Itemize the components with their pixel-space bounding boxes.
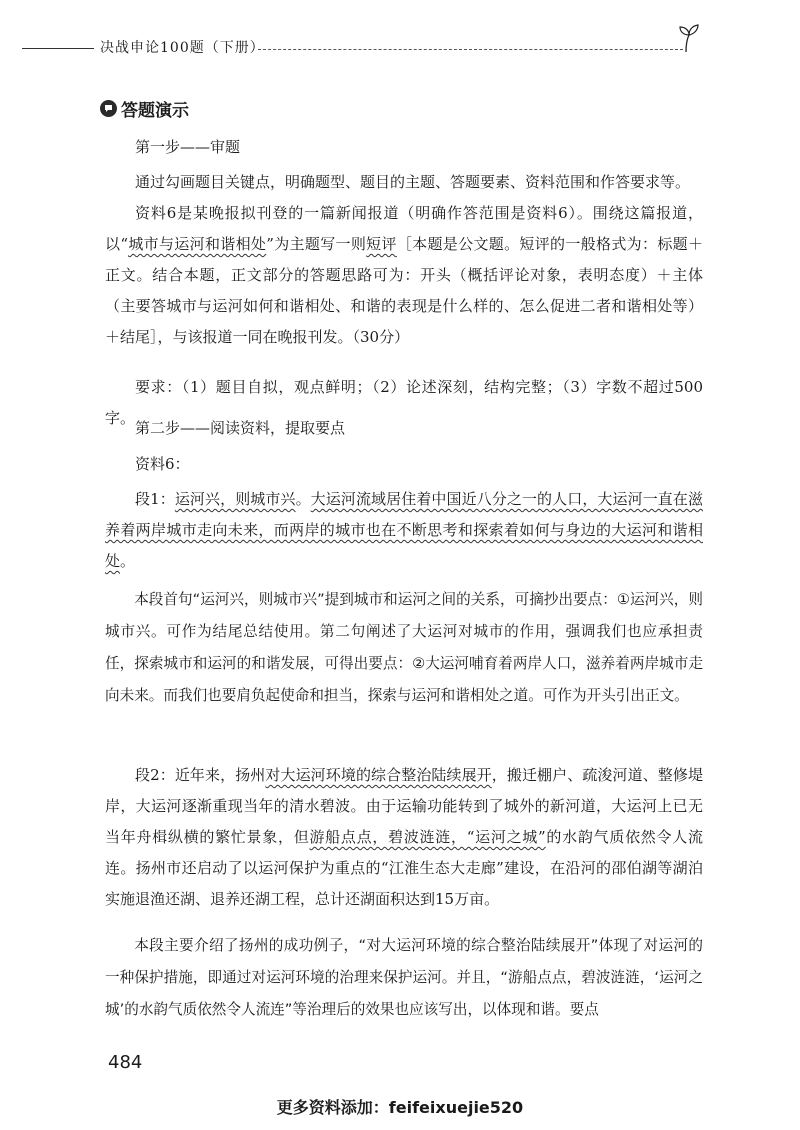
page-number: 484 bbox=[108, 1052, 143, 1073]
para2-text-2: ，搬迁棚户、疏浚河道、整修堤岸，大运河逐渐重现当年的清水碧波。由于运输功能转到了城外的新河道，大运河上已无当年舟楫纵横的繁忙景象，但 bbox=[105, 766, 703, 846]
footer-note: 更多资料添加：feifeixuejie520 bbox=[276, 1098, 524, 1117]
para1-text-1: 。 bbox=[295, 490, 311, 508]
question-genre-highlight: 短评 bbox=[366, 235, 397, 253]
material-paragraph-2 bbox=[105, 760, 703, 915]
section-title bbox=[100, 96, 189, 121]
para2-highlight-2: 游船点点，碧波涟涟，“运河之城” bbox=[309, 828, 546, 846]
material-label: 资料6： bbox=[135, 455, 190, 473]
question-text-3: ［本题是公文题。短评的一般格式为：标题＋正文。结合本题，正文部分的答题思路可为：开头（概括评论对象，表明态度）＋主体（主要答城市与运河如何和谐相处、和谐的表现是什么样的、怎么促进二者和谐相处等）＋结尾］，与该报道一同在晚报刊发。（30分） bbox=[105, 235, 703, 346]
step1-intro: 通过勾画题目关键点，明确题型、题目的主题、答题要素、资料范围和作答要求等。 bbox=[135, 173, 691, 191]
section-title-text: 答题演示 bbox=[121, 101, 189, 121]
answer-demo-icon bbox=[100, 100, 117, 117]
book-title: 决战申论100题（下册） bbox=[100, 40, 265, 56]
step1-question bbox=[105, 198, 703, 353]
analysis-paragraph-1: 本段首句“运河兴，则城市兴”提到城市和运河之间的关系，可摘抄出要点：①运河兴，则城市兴。可作为结尾总结使用。第二句阐述了大运河对城市的作用，强调我们也应承担责任，探索城市和运河的和谐发展，可得出要点：②大运河哺育着两岸人口，滋养着两岸城市走向未来。而我们也要肩负起使命和担当，探索与运河和谐相处之道。可作为开头引出正文。 bbox=[105, 591, 703, 704]
para1-label: 段1： bbox=[135, 490, 175, 508]
para1-text-2: 。 bbox=[120, 552, 136, 570]
step1-heading: 第一步——审题 bbox=[135, 138, 241, 156]
question-text-1: 资料6是某晚报拟刊登的一篇新闻报道（明确作答范围是资料6）。围绕这篇报道，以“ bbox=[105, 204, 703, 253]
header-rule-left bbox=[22, 48, 94, 49]
para1-highlight-1: 运河兴，则城市兴 bbox=[174, 490, 296, 508]
analysis-paragraph-2: 本段主要介绍了扬州的成功例子，“对大运河环境的综合整治陆续展开”体现了对运河的一种保护措施，即通过对运河环境的治理来保护运河。并且，“游船点点，碧波涟涟，‘运河之城’的水韵气质依然令人流连”等治理后的效果也应该写出，以体现和谐。要点 bbox=[105, 937, 703, 1018]
para2-highlight-1: 对大运河环境的综合整治陆续展开 bbox=[265, 766, 492, 784]
material-paragraph-1 bbox=[105, 484, 703, 577]
para1-highlight-2: 大运河流域居住着中国近八分之一的人口，大运河一直在滋养着两岸城市走向未来，而两岸的城市也在不断思考和探索着如何与身边的大运河和谐相处 bbox=[105, 490, 703, 570]
question-theme-highlight: 城市与运河和谐相处 bbox=[128, 235, 267, 253]
question-text-2: ”为主题写一则 bbox=[266, 235, 367, 253]
step2-heading: 第二步——阅读资料，提取要点 bbox=[135, 419, 346, 437]
header-rule-right bbox=[258, 49, 683, 50]
para2-text-3: 的水韵气质依然令人流连。扬州市还启动了以运河保护为重点的“江淮生态大走廊”建设，在沿河的邵伯湖等湖泊实施退渔还湖、退养还湖工程，总计还湖面积达到15万亩。 bbox=[105, 828, 703, 908]
sprout-icon bbox=[676, 24, 702, 54]
step1-requirements: 要求：（1）题目自拟，观点鲜明；（2）论述深刻，结构完整；（3）字数不超过500字。 bbox=[105, 378, 703, 427]
running-header bbox=[0, 34, 800, 64]
para2-text-1: 段2：近年来，扬州 bbox=[135, 766, 266, 784]
